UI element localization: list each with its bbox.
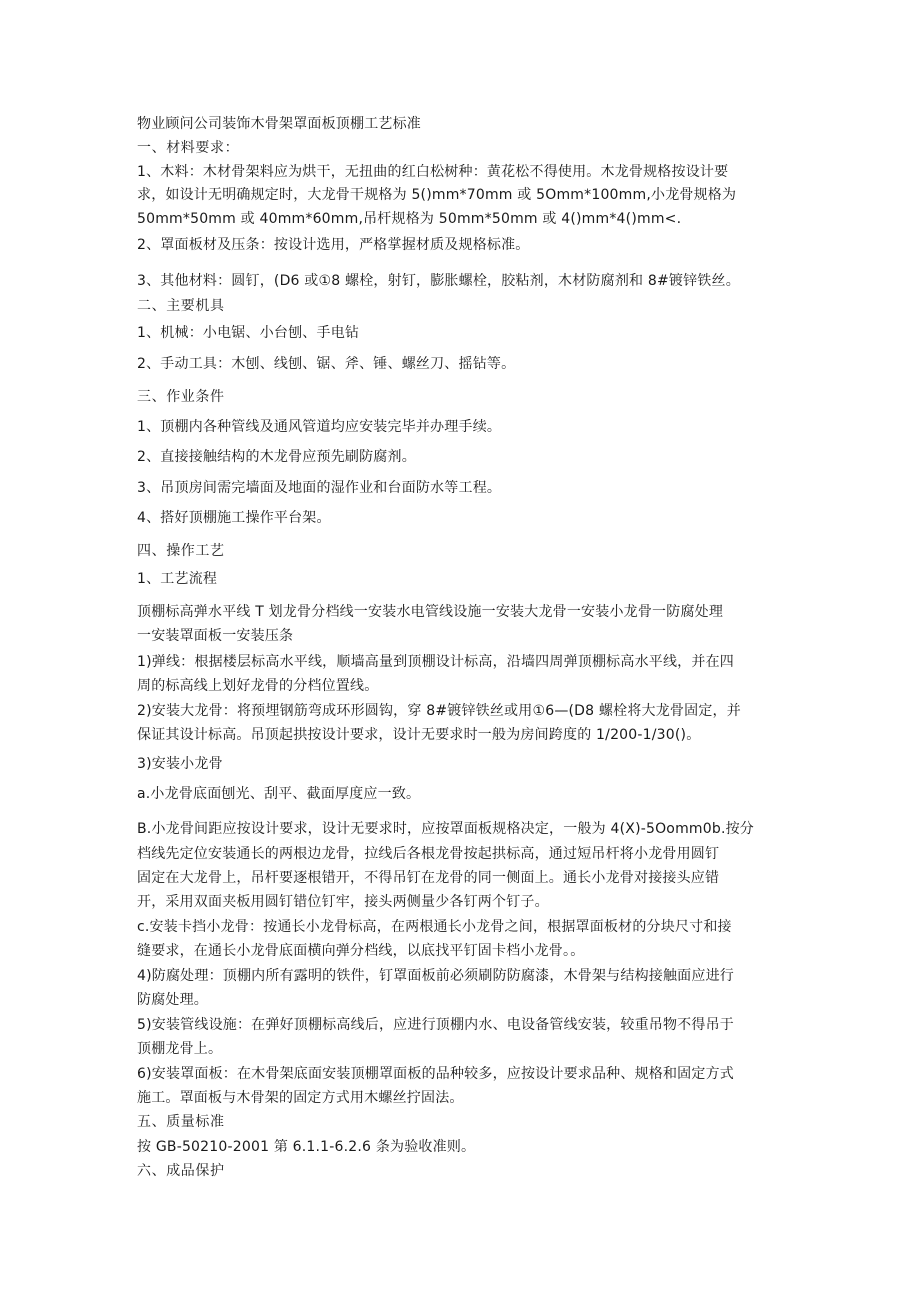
paragraph-line: 2、直接接触结构的木龙骨应预先刷防腐剂。: [137, 449, 416, 465]
paragraph-line: 缝要求，在通长小龙骨底面横向弹分档线，以底找平钉固卡档小龙骨。。: [137, 943, 585, 959]
paragraph-line: 2、手动工具：木刨、线刨、锯、斧、锤、螺丝刀、摇钻等。: [137, 356, 516, 372]
paragraph-line: 1、工艺流程: [137, 571, 218, 587]
paragraph-line: 3、吊顶房间需完墙面及地面的湿作业和台面防水等工程。: [137, 480, 502, 496]
paragraph-line: 求，如设计无明确规定时，大龙骨干规格为 5()mm*70mm 或 5Omm*100mm,小龙骨规格为: [137, 187, 737, 203]
section-heading-1: 一、材料要求：: [137, 140, 240, 156]
paragraph-line: 4)防腐处理：顶棚内所有露明的铁件，钉罩面板前必须刷防防腐漆，木骨架与结构接触面应进行: [137, 968, 734, 984]
paragraph-line: 施工。罩面板与木骨架的固定方式用木螺丝拧固法。: [137, 1090, 464, 1106]
paragraph-line: 50mm*50mm 或 40mm*60mm,吊杆规格为 50mm*50mm 或 4()mm*4()mm<.: [137, 211, 682, 227]
paragraph-line: 3、其他材料：圆钉，(D6 或①8 螺栓，射钉，膨胀螺栓，胶粘剂，木材防腐剂和 8#镀锌铁丝。: [137, 273, 740, 289]
section-heading-5: 五、质量标准: [137, 1114, 225, 1130]
paragraph-line: 顶棚标高弹水平线 T 划龙骨分档线一安装水电管线设施一安装大龙骨一安装小龙骨一防腐处理: [137, 604, 724, 620]
paragraph-line: 4、搭好顶棚施工操作平台架。: [137, 510, 331, 526]
paragraph-line: B.小龙骨间距应按设计要求，设计无要求时，应按罩面板规格决定，一般为 4(X)-5Oomm0b.按分: [137, 821, 754, 837]
paragraph-line: 固定在大龙骨上，吊杆要逐根错开，不得吊钉在龙骨的同一侧面上。通长小龙骨对接接头应错: [137, 870, 720, 886]
section-heading-4: 四、操作工艺: [137, 543, 225, 559]
paragraph-line: 6)安装罩面板：在木骨架底面安装顶棚罩面板的品种较多，应按设计要求品种、规格和固定方式: [137, 1066, 734, 1082]
paragraph-line: 5)安装管线设施：在弹好顶棚标高线后，应进行顶棚内水、电设备管线安装，较重吊物不得吊于: [137, 1017, 734, 1033]
paragraph-line: 1、顶棚内各种管线及通风管道均应安装完毕并办理手续。: [137, 419, 502, 435]
page-title: 物业顾问公司装饰木骨架罩面板顶棚工艺标准: [137, 116, 421, 132]
paragraph-line: c.安装卡挡小龙骨：按通长小龙骨标高，在两根通长小龙骨之间，根据罩面板材的分块尺寸和接: [137, 919, 732, 935]
paragraph-line: 周的标高线上划好龙骨的分档位置线。: [137, 678, 379, 694]
paragraph-line: 按 GB-50210-2001 第 6.1.1-6.2.6 条为验收准则。: [137, 1139, 476, 1155]
paragraph-line: 档线先定位安装通长的两根边龙骨，拉线后各根龙骨按起拱标高，通过短吊杆将小龙骨用圆钉: [137, 846, 720, 862]
paragraph-line: 开，采用双面夹板用圆钉错位钉牢，接头两侧量少各钉两个钉子。: [137, 894, 549, 910]
paragraph-line: 2)安装大龙骨：将预埋钢筋弯成环形圆钩，穿 8#镀锌铁丝或用①6—(D8 螺栓将大龙骨固定，并: [137, 703, 741, 719]
paragraph-line: 保证其设计标高。吊顶起拱按设计要求，设计无要求时一般为房间跨度的 1/200-1/30()。: [137, 727, 701, 743]
paragraph-line: 顶棚龙骨上。: [137, 1041, 223, 1057]
section-heading-2: 二、主要机具: [137, 298, 225, 314]
section-heading-6: 六、成品保护: [137, 1163, 225, 1179]
paragraph-line: 3)安装小龙骨: [137, 756, 223, 772]
paragraph-line: 1、木料：木材骨架料应为烘干，无扭曲的红白松树种：黄花松不得使用。木龙骨规格按设计要: [137, 164, 729, 180]
paragraph-line: 1、机械：小电锯、小台刨、手电钻: [137, 325, 360, 341]
paragraph-line: 1)弹线：根据楼层标高水平线，顺墙高量到顶棚设计标高，沿墙四周弹顶棚标高水平线，并在四: [137, 654, 734, 670]
section-heading-3: 三、作业条件: [137, 389, 225, 405]
paragraph-line: 一安装罩面板一安装压条: [137, 628, 294, 644]
paragraph-line: a.小龙骨底面刨光、刮平、截面厚度应一致。: [137, 786, 421, 802]
paragraph-line: 防腐处理。: [137, 992, 208, 1008]
paragraph-line: 2、罩面板材及压条：按设计选用，严格掌握材质及规格标准。: [137, 237, 530, 253]
